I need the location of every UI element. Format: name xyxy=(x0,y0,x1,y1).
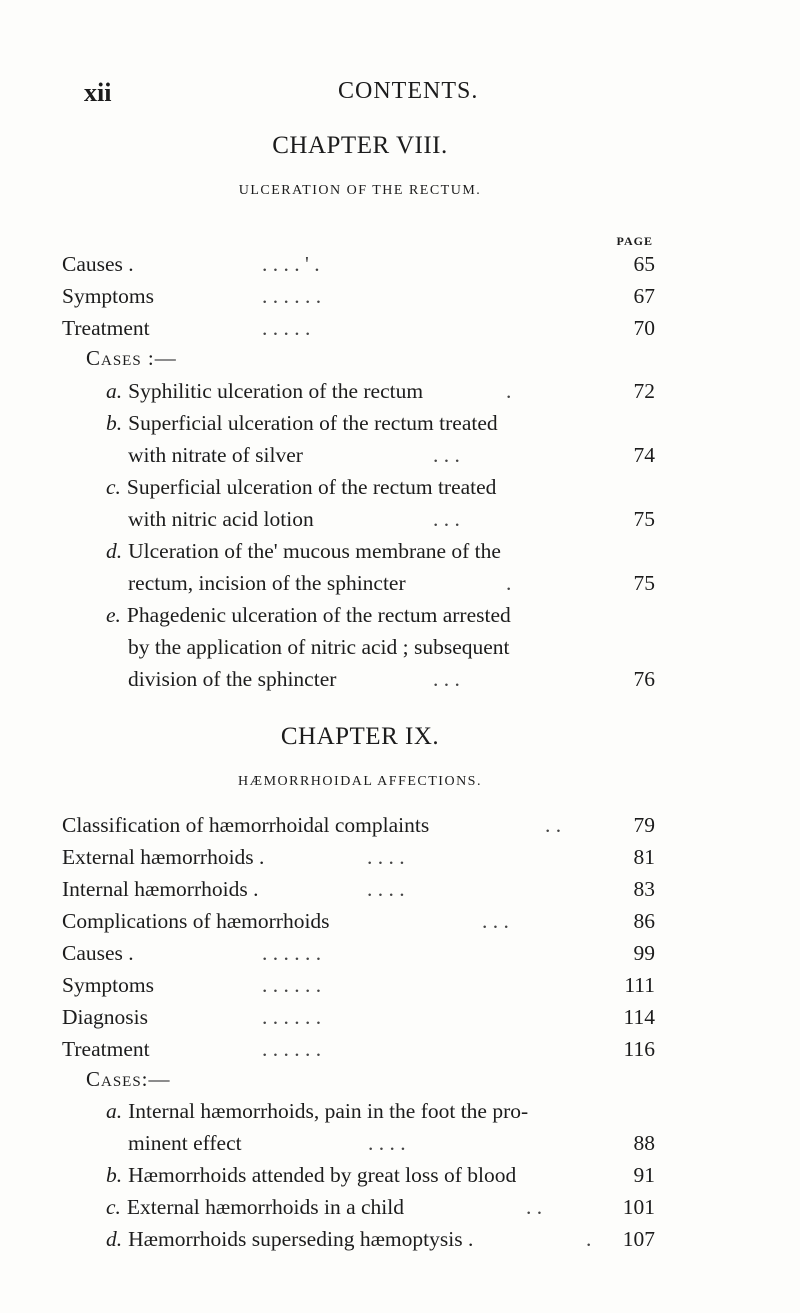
case-letter: d. xyxy=(106,539,123,563)
case-line: Phagedenic ulceration of the rectum arrested xyxy=(126,603,511,627)
entry-page: 114 xyxy=(623,1005,655,1029)
case-continuation xyxy=(128,443,655,475)
entry-page: 83 xyxy=(633,877,655,901)
toc-entry xyxy=(62,1005,655,1037)
running-head xyxy=(84,78,644,118)
case-entry xyxy=(106,1195,655,1227)
case-letter: e. xyxy=(106,603,121,627)
leader-dots: . . . . . . xyxy=(262,284,322,308)
case-letter: b. xyxy=(106,1163,123,1187)
case-letter: c. xyxy=(106,475,121,499)
entry-page: 111 xyxy=(624,973,655,997)
leader-dots: . . xyxy=(545,813,562,837)
leader-dots: . . . . . . xyxy=(262,941,322,965)
case-page: 101 xyxy=(622,1195,655,1219)
entry-page: 70 xyxy=(633,316,655,340)
cases-heading: Cases :— xyxy=(86,346,177,370)
case-line: with nitrate of silver xyxy=(128,443,303,467)
case-page: 88 xyxy=(633,1131,655,1155)
entry-label: Internal hæmorrhoids . xyxy=(62,877,259,901)
case-continuation xyxy=(128,667,655,699)
toc-entry xyxy=(62,973,655,1005)
entry-label: External hæmorrhoids . xyxy=(62,845,265,869)
toc-entry xyxy=(62,316,655,348)
leader-dots: . . . . xyxy=(367,877,405,901)
case-entry xyxy=(106,379,655,411)
toc-entry xyxy=(62,284,655,316)
case-page: 72 xyxy=(633,379,655,403)
chapter-9-subtitle: HÆMORRHOIDAL AFFECTIONS. xyxy=(238,774,482,789)
leader-dots: . xyxy=(506,379,512,403)
case-line: by the application of nitric acid ; subsequent xyxy=(128,635,510,659)
toc-entry xyxy=(62,845,655,877)
case-line: Superficial ulceration of the rectum treated xyxy=(128,411,498,435)
toc-entry xyxy=(62,909,655,941)
case-line: Hæmorrhoids attended by great loss of blood xyxy=(128,1163,517,1187)
leader-dots: . . . . xyxy=(368,1131,406,1155)
entry-label: Diagnosis xyxy=(62,1005,148,1029)
case-continuation xyxy=(128,571,655,603)
entry-label: Treatment xyxy=(62,1037,150,1061)
entry-label: Complications of hæmorrhoids xyxy=(62,909,330,933)
case-page: 75 xyxy=(633,507,655,531)
case-entry xyxy=(106,1163,655,1195)
toc-entry xyxy=(62,252,655,284)
case-letter: a. xyxy=(106,1099,123,1123)
entry-label: Symptoms xyxy=(62,284,154,308)
leader-dots: . . . . . xyxy=(262,316,311,340)
case-entry xyxy=(106,539,501,564)
case-continuation xyxy=(128,635,510,660)
entry-page: 116 xyxy=(623,1037,655,1061)
leader-dots: . . . xyxy=(482,909,509,933)
leader-dots: . xyxy=(506,571,512,595)
entry-page: 65 xyxy=(633,252,655,276)
case-page: 75 xyxy=(633,571,655,595)
entry-label: Symptoms xyxy=(62,973,154,997)
running-title: CONTENTS. xyxy=(338,78,479,104)
leader-dots: . . . . xyxy=(367,845,405,869)
case-line: rectum, incision of the sphincter xyxy=(128,571,406,595)
leader-dots: . . . xyxy=(433,443,460,467)
toc-entry xyxy=(62,1037,655,1069)
entry-label: Treatment xyxy=(62,316,150,340)
case-entry xyxy=(106,475,496,500)
case-line: Superficial ulceration of the rectum treated xyxy=(126,475,497,499)
case-entry xyxy=(106,1227,655,1259)
leader-dots: . . . . . . xyxy=(262,1037,322,1061)
page-column-label: PAGE xyxy=(616,234,653,248)
entry-label: Classification of hæmorrhoidal complaints xyxy=(62,813,430,837)
case-line: Hæmorrhoids superseding hæmoptysis . xyxy=(128,1227,474,1251)
case-line: minent effect xyxy=(128,1131,242,1155)
case-page: 74 xyxy=(633,443,655,467)
case-line: Syphilitic ulceration of the rectum xyxy=(128,379,424,403)
case-line: External hæmorrhoids in a child xyxy=(126,1195,404,1219)
case-letter: d. xyxy=(106,1227,123,1251)
case-letter: b. xyxy=(106,411,123,435)
case-line: Internal hæmorrhoids, pain in the foot the pro- xyxy=(128,1099,529,1123)
leader-dots: . . xyxy=(526,1195,543,1219)
chapter-8-title: CHAPTER VIII. xyxy=(272,132,448,159)
leader-dots: . xyxy=(586,1227,592,1251)
case-page: 91 xyxy=(633,1163,655,1187)
page-number: xii xyxy=(84,78,112,107)
entry-page: 99 xyxy=(633,941,655,965)
cases-heading: Cases:— xyxy=(86,1067,171,1091)
leader-dots: . . . . ' . xyxy=(262,252,320,276)
chapter-9-title: CHAPTER IX. xyxy=(280,723,440,750)
case-continuation xyxy=(128,507,655,539)
leader-dots: . . . . . . xyxy=(262,1005,322,1029)
case-page: 76 xyxy=(633,667,655,691)
chapter-8-subtitle: ULCERATION OF THE RECTUM. xyxy=(238,183,482,198)
case-page: 107 xyxy=(622,1227,655,1251)
case-entry xyxy=(106,1099,528,1124)
case-entry xyxy=(106,603,511,628)
leader-dots: . . . . . . xyxy=(262,973,322,997)
leader-dots: . . . xyxy=(433,667,460,691)
entry-page: 81 xyxy=(633,845,655,869)
case-line: Ulceration of the' mucous membrane of the xyxy=(128,539,501,563)
entry-label: Causes . xyxy=(62,252,134,276)
case-line: with nitric acid lotion xyxy=(128,507,314,531)
case-entry xyxy=(106,411,498,436)
leader-dots: . . . xyxy=(433,507,460,531)
entry-page: 86 xyxy=(633,909,655,933)
entry-page: 67 xyxy=(633,284,655,308)
case-line: division of the sphincter xyxy=(128,667,337,691)
case-letter: c. xyxy=(106,1195,121,1219)
case-letter: a. xyxy=(106,379,123,403)
toc-entry xyxy=(62,941,655,973)
toc-entry xyxy=(62,877,655,909)
entry-page: 79 xyxy=(633,813,655,837)
toc-entry xyxy=(62,813,655,845)
entry-label: Causes . xyxy=(62,941,134,965)
case-continuation xyxy=(128,1131,655,1163)
